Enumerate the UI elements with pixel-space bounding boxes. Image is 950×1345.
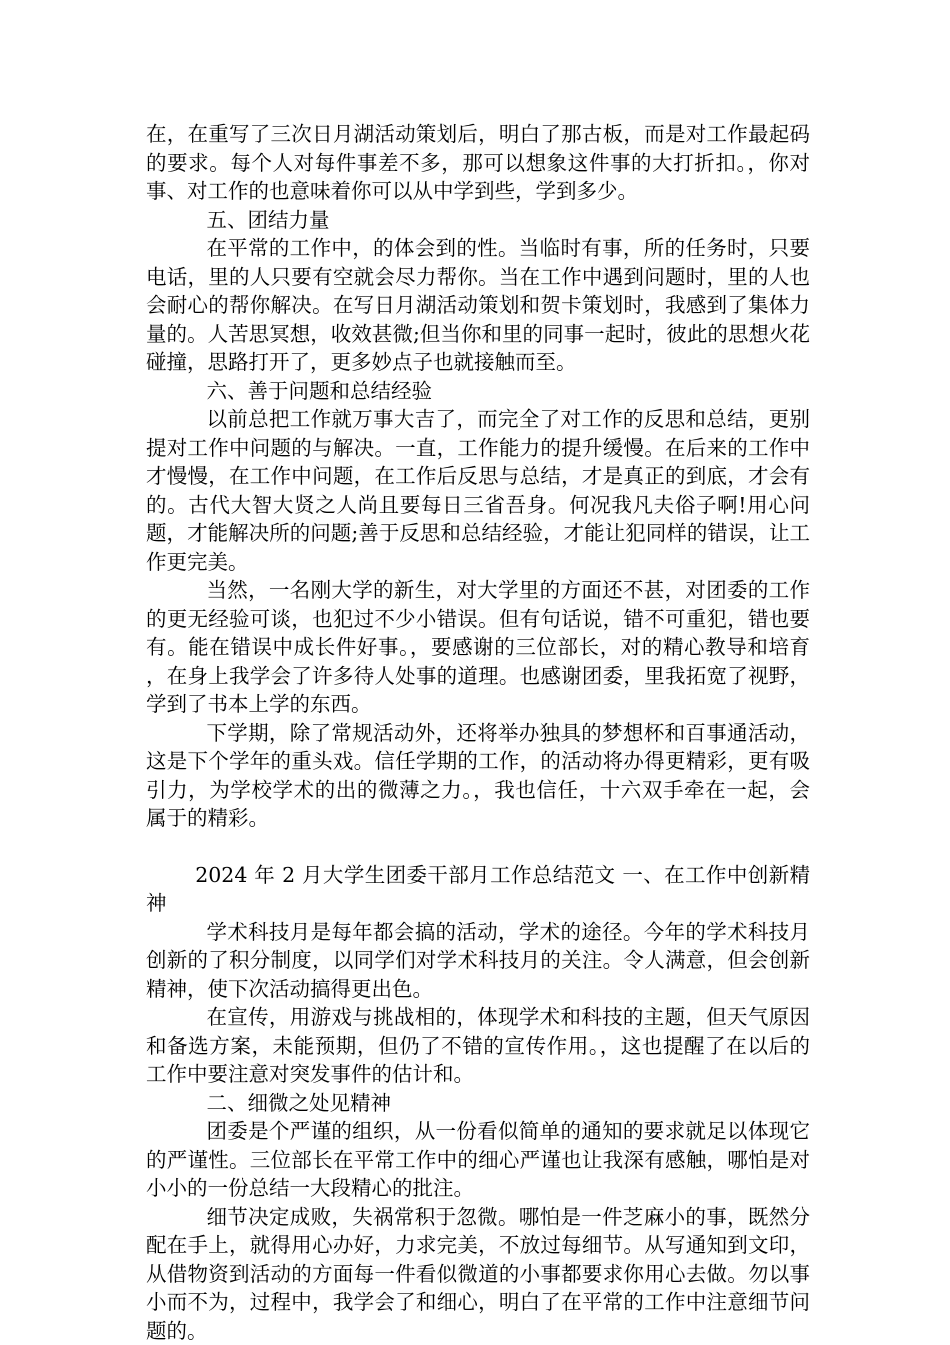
- paragraph-next-term: 下学期，除了常规活动外，还将举办独具的梦想杯和百事通活动，这是下个学年的重头戏。信任学期的工作，的活动将办得更精彩，更有吸引力，为学校学术的出的微薄之力。，我也信任，十六双手牵在一起，会属于的精彩。: [146, 719, 810, 833]
- blank-line: [146, 833, 810, 861]
- paragraph-thanks: 当然，一名刚大学的新生，对大学里的方面还不甚，对团委的工作的更无经验可谈，也犯过不少小错误。但有句话说，错不可重犯，错也要有。能在错误中成长件好事。，要感谢的三位部长，对的精心教导和培育，在身上我学会了许多待人处事的道理。也感谢团委，里我拓宽了视野，学到了书本上学的东西。: [146, 576, 810, 719]
- paragraph-persistence: 在，在重写了三次日月湖活动策划后，明白了那古板，而是对工作最起码的要求。每个人对每件事差不多，那可以想象这件事的大打折扣。，你对事、对工作的也意味着你可以从中学到些，学到多少。: [146, 120, 810, 206]
- paragraph-teamwork: 在平常的工作中，的体会到的性。当临时有事，所的任务时，只要电话，里的人只要有空就会尽力帮你。当在工作中遇到问题时，里的人也会耐心的帮你解决。在写日月湖活动策划和贺卡策划时，我感到了集体力量的。人苦思冥想，收效甚微;但当你和里的同事一起时，彼此的思想火花碰撞，思路打开了，更多妙点子也就接触而至。: [146, 234, 810, 377]
- document-page: [146, 120, 810, 1345]
- paragraph-rigor: 团委是个严谨的组织，从一份看似简单的通知的要求就足以体现它的严谨性。三位部长在平常工作中的细心严谨也让我深有感触，哪怕是对小小的一份总结一大段精心的批注。: [146, 1117, 810, 1203]
- paragraph-reflection: 以前总把工作就万事大吉了，而完全了对工作的反思和总结，更别提对工作中问题的与解决。一直，工作能力的提升缓慢。在后来的工作中才慢慢，在工作中问题，在工作后反思与总结，才是真正的到底，才会有的。古代大智大贤之人尚且要每日三省吾身。何况我凡夫俗子啊!用心问题，才能解决所的问题;善于反思和总结经验，才能让犯同样的错误，让工作更完美。: [146, 405, 810, 576]
- section-heading-5: 五、团结力量: [146, 206, 810, 235]
- section-heading-2: 二、细微之处见精神: [146, 1089, 810, 1118]
- paragraph-publicity: 在宣传，用游戏与挑战相的，体现学术和科技的主题，但天气原因和备选方案，未能预期，但仍了不错的宣传作用。，这也提醒了在以后的工作中要注意对突发事件的估计和。: [146, 1003, 810, 1089]
- paragraph-details: 细节决定成败，失祸常积于忽微。哪怕是一件芝麻小的事，既然分配在手上，就得用心办好，力求完美，不放过每细节。从写通知到文印，从借物资到活动的方面每一件看似微道的小事都要求你用心去做。勿以事小而不为，过程中，我学会了和细心，明白了在平常的工作中注意细节问题的。: [146, 1203, 810, 1345]
- section-heading-6: 六、善于问题和总结经验: [146, 377, 810, 406]
- document-title: 2024 年 2 月大学生团委干部月工作总结范文 一、在工作中创新精神: [146, 861, 810, 918]
- paragraph-innovation: 学术科技月是每年都会搞的活动，学术的途径。今年的学术科技月创新的了积分制度，以同学们对学术科技月的关注。令人满意，但会创新精神，使下次活动搞得更出色。: [146, 918, 810, 1004]
